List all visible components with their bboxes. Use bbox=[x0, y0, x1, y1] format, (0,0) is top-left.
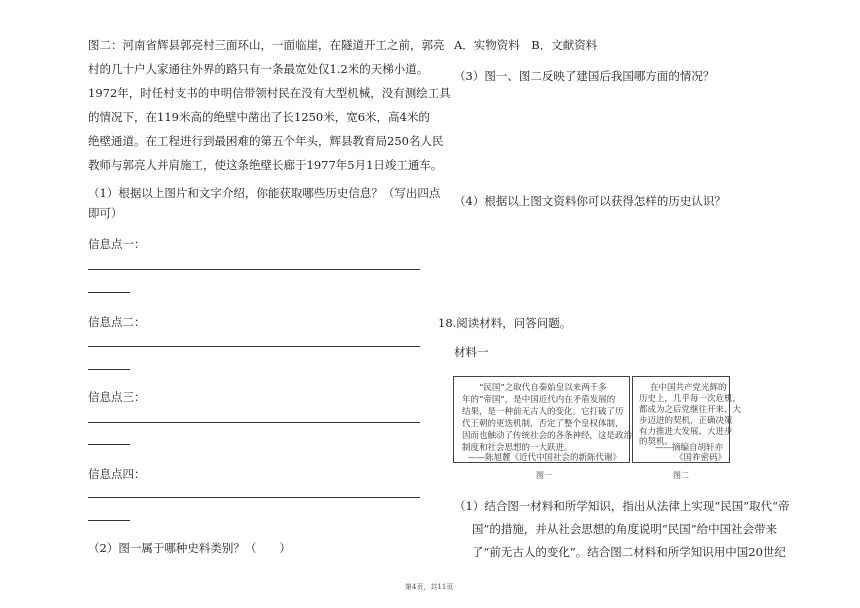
box2-source: ——摘编自胡轩亦 bbox=[655, 443, 724, 453]
fig2-text-line: 的情况下，在119米高的绝壁中凿出了长1250米，宽6米，高4米的 bbox=[88, 110, 430, 124]
box2-text: 在中国共产党光辉的 bbox=[650, 383, 727, 393]
question-18-1-cont: 了“前无古人的变化”。结合图二材料和所学知识用中国20世纪 bbox=[472, 545, 786, 559]
question-4: （4）根据以上图文资料你可以获得怎样的历史认识？ bbox=[454, 194, 726, 208]
box2-text: 有力推进大发展、大进步 bbox=[639, 427, 733, 437]
question-1: （1）根据以上图片和文字介绍，你能获取哪些历史信息？（写出四点 bbox=[88, 186, 441, 200]
material-box-fig1 bbox=[453, 376, 633, 463]
fig1-caption: 图一 bbox=[536, 471, 552, 480]
q2-options: A．实物资料 B．文献资料 bbox=[454, 38, 598, 52]
answer-line[interactable] bbox=[88, 497, 420, 498]
box1-text: 制度和社会思想的一大跃进。 bbox=[462, 443, 573, 453]
answer-line[interactable] bbox=[88, 422, 420, 423]
answer-line[interactable] bbox=[88, 269, 420, 270]
fig2-caption: 图二 bbox=[673, 471, 689, 480]
material-box-fig2 bbox=[632, 376, 742, 463]
box1-source: ——陈旭麓《近代中国社会的新陈代谢》 bbox=[468, 453, 622, 463]
box1-text: “民国”之取代自秦始皇以来两千多 bbox=[479, 383, 607, 393]
answer-line-short[interactable] bbox=[88, 520, 130, 521]
fig2-text-line: 教师与郭亮人并肩施工，使这条绝壁长廊于1977年5月1日竣工通车。 bbox=[88, 158, 443, 172]
info-label-2: 信息点二： bbox=[88, 315, 146, 329]
box2-source-title: 《国祚密码》 bbox=[675, 453, 727, 463]
answer-line-short[interactable] bbox=[88, 444, 130, 445]
info-label-1: 信息点一： bbox=[88, 237, 146, 251]
answer-line-short[interactable] bbox=[88, 369, 130, 370]
answer-line[interactable] bbox=[88, 346, 420, 347]
question-18-1-cont: 国”的措施，并从社会思想的角度说明“民国”给中国社会带来 bbox=[472, 522, 778, 536]
fig2-text-line: 图二：河南省辉县郭亮村三面环山，一面临崖，在隧道开工之前，郭亮 bbox=[88, 38, 445, 52]
question-2: （2）图一属于哪种史料类别？（ ） bbox=[88, 541, 291, 555]
fig2-text-line: 绝壁通道。在工程进行到最困难的第五个年头，辉县教育局250名人民 bbox=[88, 134, 444, 148]
box2-text: 的契机。 bbox=[639, 437, 674, 447]
box2-text: 都成为之后党继往开来、大 bbox=[639, 405, 742, 415]
box1-text: 代王朝的更迭机制，否定了整个皇权体制， bbox=[462, 419, 624, 429]
fig2-text-line: 村的几十户人家通往外界的路只有一条最宽处仅1.2米的天梯小道。 bbox=[88, 62, 429, 76]
fig2-text-line: 1972年，时任村支书的申明信带领村民在没有大型机械，没有测绘工具 bbox=[88, 86, 451, 100]
box1-text: 结果，是一种前无古人的变化。它打破了历 bbox=[462, 407, 624, 417]
info-label-4: 信息点四： bbox=[88, 467, 146, 481]
box1-text: 年的“帝国”，是中国近代内在矛盾发展的 bbox=[462, 395, 616, 405]
question-1-cont: 即可） bbox=[88, 206, 123, 220]
info-label-3: 信息点三： bbox=[88, 390, 146, 404]
question-3: （3）图一、图二反映了建国后我国哪方面的情况？ bbox=[454, 69, 715, 83]
material-1-label: 材料一 bbox=[454, 345, 489, 359]
box2-text: 步迈进的契机，正确决策 bbox=[639, 416, 733, 426]
answer-line-short[interactable] bbox=[88, 292, 130, 293]
question-18-1: （1）结合图一材料和所学知识，指出从法律上实现“民国”取代“帝 bbox=[454, 499, 790, 513]
box2-text: 历史上，几乎每一次危机， bbox=[639, 394, 742, 404]
question-18: 18.阅读材料，问答问题。 bbox=[438, 316, 572, 330]
box1-text: 因而也触动了传统社会的各条神经，这是政治 bbox=[462, 431, 633, 441]
page-footer: 第4页，共11页 bbox=[405, 583, 454, 591]
